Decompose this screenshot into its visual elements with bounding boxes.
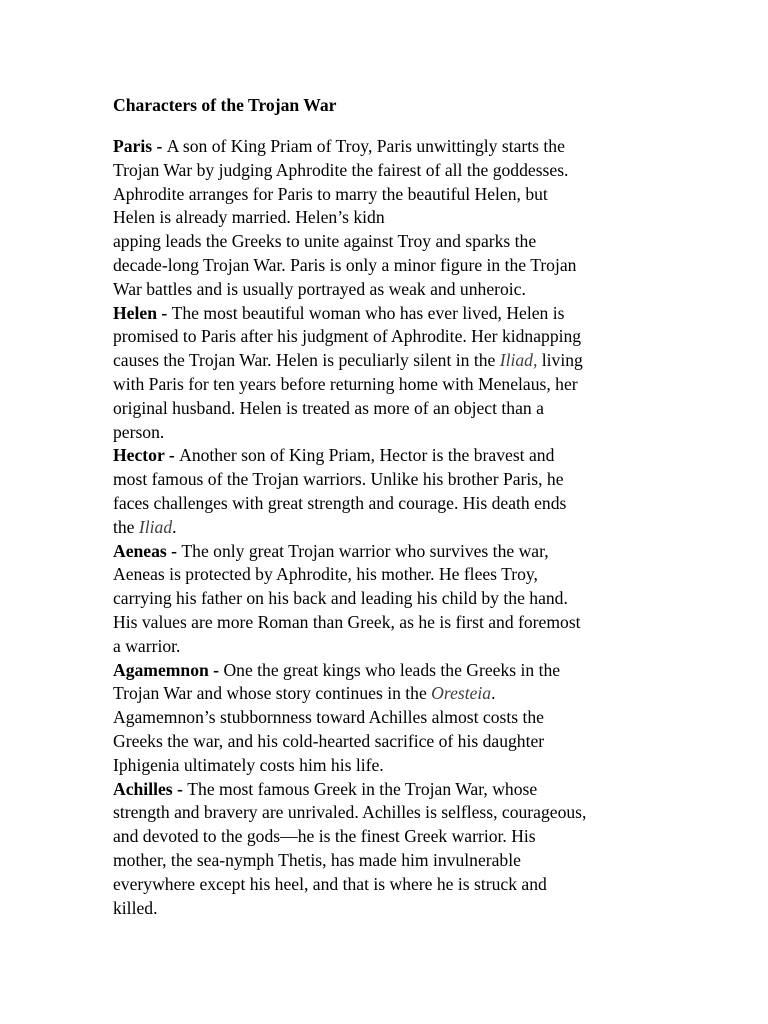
entry-line xyxy=(113,302,673,326)
entry-line xyxy=(113,659,673,683)
entry-term: Helen - xyxy=(113,302,172,323)
entry-text: Trojan War and whose story continues in the xyxy=(113,683,432,704)
entry-line xyxy=(113,159,673,183)
entry-hector xyxy=(113,444,673,539)
entry-line xyxy=(113,706,673,730)
entry-line xyxy=(113,587,673,611)
entry-line xyxy=(113,230,673,254)
entry-term: Agamemnon - xyxy=(113,659,224,680)
entry-achilles xyxy=(113,778,673,921)
entry-aeneas xyxy=(113,540,673,659)
entry-line xyxy=(113,278,673,302)
entry-line xyxy=(113,421,673,445)
entry-line xyxy=(113,849,673,873)
entry-text: original husband. Helen is treated as more of an object than a xyxy=(113,397,544,418)
entry-line xyxy=(113,825,673,849)
entry-text: carrying his father on his back and leading his child by the hand. xyxy=(113,588,568,609)
entry-line xyxy=(113,611,673,635)
entry-line xyxy=(113,325,673,349)
entry-line xyxy=(113,635,673,659)
entry-text: War battles and is usually portrayed as weak and unheroic. xyxy=(113,278,526,299)
entry-helen xyxy=(113,302,673,445)
entry-text: Another son of King Priam, Hector is the bravest and xyxy=(179,445,555,466)
entry-line xyxy=(113,468,673,492)
entry-text: Trojan War by judging Aphrodite the fairest of all the goddesses. xyxy=(113,159,569,180)
entry-text: killed. xyxy=(113,897,158,918)
entry-line xyxy=(113,563,673,587)
entry-line xyxy=(113,135,673,159)
entry-text: apping leads the Greeks to unite against Troy and sparks the xyxy=(113,231,537,252)
entry-line xyxy=(113,254,673,278)
document-body xyxy=(113,135,673,920)
entry-line xyxy=(113,397,673,421)
entry-line xyxy=(113,873,673,897)
entry-text: The most beautiful woman who has ever lived, Helen is xyxy=(171,302,565,323)
entry-text: Aphrodite arranges for Paris to marry the beautiful Helen, but xyxy=(113,183,548,204)
entry-term: Aeneas - xyxy=(113,540,182,561)
entry-line xyxy=(113,540,673,564)
entry-text: . xyxy=(172,516,177,537)
entry-text: and devoted to the gods—he is the finest Greek warrior. His xyxy=(113,826,536,847)
entry-text: Iphigenia ultimately costs him his life. xyxy=(113,754,384,775)
entry-text: with Paris for ten years before returning home with Menelaus, her xyxy=(113,373,578,394)
entry-text: person. xyxy=(113,421,165,442)
entry-text: faces challenges with great strength and courage. His death ends xyxy=(113,492,567,513)
entry-text: decade-long Trojan War. Paris is only a minor figure in the Trojan xyxy=(113,254,577,275)
entry-paris xyxy=(113,135,673,302)
entry-text: everywhere except his heel, and that is where he is struck and xyxy=(113,873,547,894)
entry-term: Paris - xyxy=(113,136,167,156)
entry-text: Aeneas is protected by Aphrodite, his mother. He flees Troy, xyxy=(113,564,538,585)
entry-line xyxy=(113,183,673,207)
entry-line xyxy=(113,516,673,540)
entry-text: a warrior. xyxy=(113,635,181,656)
entry-text: causes the Trojan War. Helen is peculiarly silent in the xyxy=(113,350,500,371)
entry-line xyxy=(113,682,673,706)
work-title: Iliad, xyxy=(499,350,538,371)
entry-text: . xyxy=(491,683,496,704)
entry-text: promised to Paris after his judgment of Aphrodite. Her kidnapping xyxy=(113,326,582,347)
entry-line xyxy=(113,492,673,516)
entry-text: The most famous Greek in the Trojan War, whose xyxy=(187,778,538,799)
entry-text: most famous of the Trojan warriors. Unlike his brother Paris, he xyxy=(113,469,564,490)
entry-line xyxy=(113,349,673,373)
entry-text: One the great kings who leads the Greeks in the xyxy=(223,659,561,680)
entry-line xyxy=(113,373,673,397)
entry-text: living xyxy=(537,350,583,371)
entry-term: Achilles - xyxy=(113,778,188,799)
entry-text: strength and bravery are unrivaled. Achilles is selfless, courageous, xyxy=(113,802,587,823)
entry-text: Agamemnon’s stubbornness toward Achilles almost costs the xyxy=(113,707,544,728)
entry-text: the xyxy=(113,516,139,537)
entry-term: Hector - xyxy=(113,445,180,466)
entry-text: mother, the sea-nymph Thetis, has made him invulnerable xyxy=(113,849,521,870)
entry-text: Greeks the war, and his cold-hearted sacrifice of his daughter xyxy=(113,730,545,751)
entry-line xyxy=(113,444,673,468)
entry-text: Helen is already married. Helen’s kidn xyxy=(113,207,385,228)
entry-line xyxy=(113,754,673,778)
entry-line xyxy=(113,897,673,921)
work-title: Oresteia xyxy=(431,683,492,704)
entry-text: A son of King Priam of Troy, Paris unwittingly starts the xyxy=(166,136,565,156)
entry-line xyxy=(113,206,673,230)
document-title: Characters of the Trojan War xyxy=(113,95,337,115)
entry-agamemnon xyxy=(113,659,673,778)
entry-line xyxy=(113,730,673,754)
entry-line xyxy=(113,801,673,825)
work-title: Iliad xyxy=(138,516,173,537)
entry-text: His values are more Roman than Greek, as he is first and foremost xyxy=(113,611,581,632)
entry-line xyxy=(113,778,673,802)
entry-text: The only great Trojan warrior who survives the war, xyxy=(181,540,549,561)
